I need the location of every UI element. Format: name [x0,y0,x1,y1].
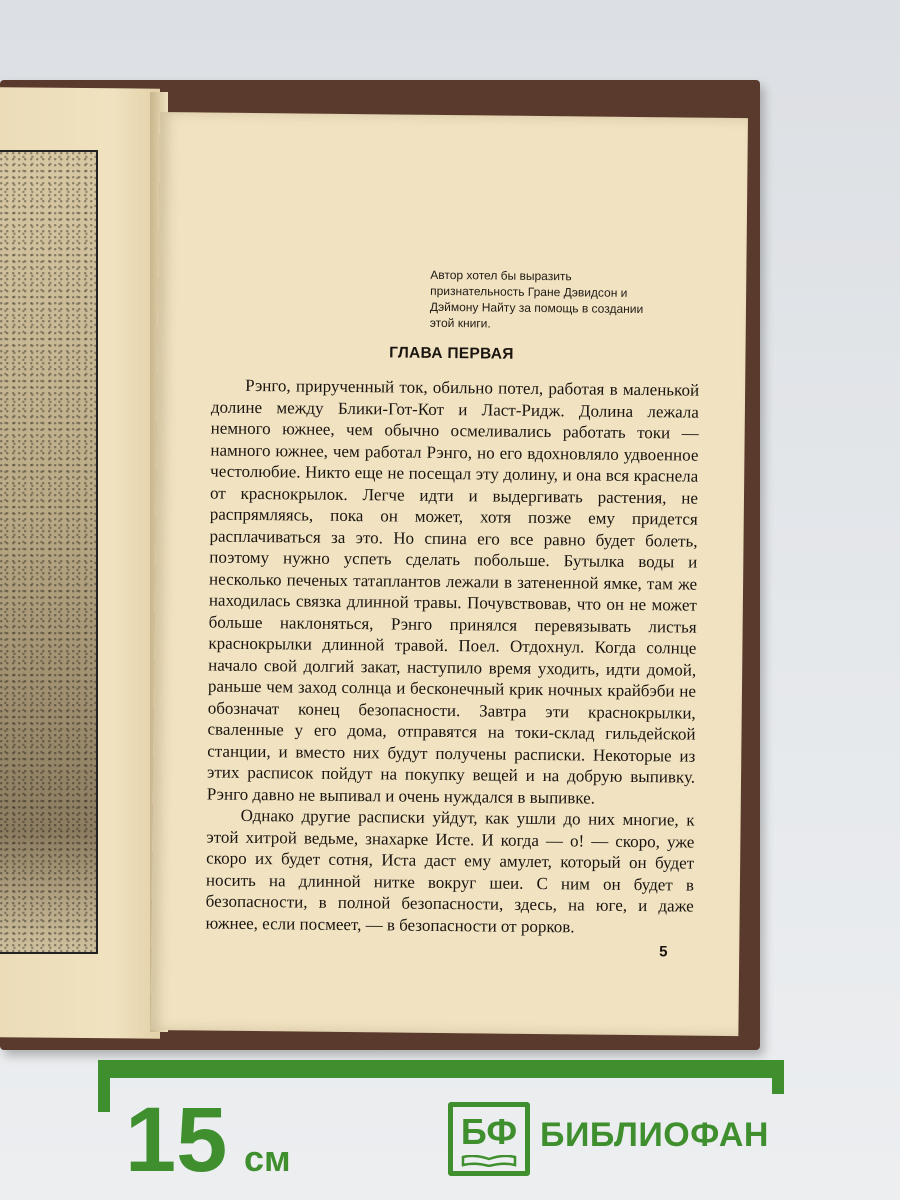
right-page [150,112,748,1036]
watermark-ruler-tick [98,1060,110,1112]
watermark-logo-text: БФ [460,1111,518,1152]
paragraph: Однако другие расписки уйдут, как ушли до них многие, к этой хитрой ведьме, знахарке Исте. И когда — о! — скоро, уже скоро их будет сотня, Иста даст ему амулет, который он будет носить на длинной нитке вокруг шеи. С ним он будет в безопасности, в полной безопасности, здесь, на юге, и даже южнее, если посмеет, — в безопасности от рорков. [205,805,695,936]
page-number: 5 [659,943,668,961]
acknowledgement-note: Автор хотел бы выразить признательность Гране Дэвидсон и Дэймону Найту за помощь в создании этой книги. [429,267,644,331]
watermark-ruler-bar [98,1060,784,1078]
watermark-size-value: 15 [125,1089,228,1191]
chapter-title: ГЛАВА ПЕРВАЯ [389,344,514,363]
watermark-logo [448,1102,530,1176]
open-book-icon [461,1155,517,1167]
left-page-illustration [0,150,98,954]
watermark-brand: БИБЛИОФАН [540,1116,769,1154]
watermark-ruler-tick [772,1060,784,1094]
chapter-body [205,375,699,939]
watermark-size-unit: см [244,1138,291,1179]
paragraph: Рэнго, прирученный ток, обильно потел, работая в маленькой долине между Блики-Гот-Кот и Ласт-Ридж. Долина лежала немного южнее, чем обычно осмеливались работать токи — намного южнее, чем работал Рэнго, но его вдохновляло удвоенное честолюбие. Никто еще не посещал эту долину, и она вся краснела от краснокрылок. Легче идти и выдергивать растения, не распрямляясь, пока он может, хотя позже ему придется расплачиваться за это. Но спина его все равно будет болеть, поэтому нужно успеть сделать побольше. Бутылка воды и несколько печеных татаплантов лежали в затененной ямке, там же находилась связка длинной травы. Почувствовав, что он не может больше наклоняться, Рэнго принялся перевязывать листья краснокрылки длинной травой. Поел. Отдохнул. Когда солнце начало свой долгий закат, наступило время уходить, идти домой, раньше чем заход солнца и бесконечный крик ночных крайбэби не обозначат конец безопасности. Завтра эти краснокрылки, сваленные у его дома, отправятся на токи-склад гильдейской станции, и вместо них будут получены расписки. Некоторые из этих расписок пойдут на покупку вещей и на добрую выпивку. Рэнго давно не выпивал и очень нуждался в выпивке. [206,375,700,808]
